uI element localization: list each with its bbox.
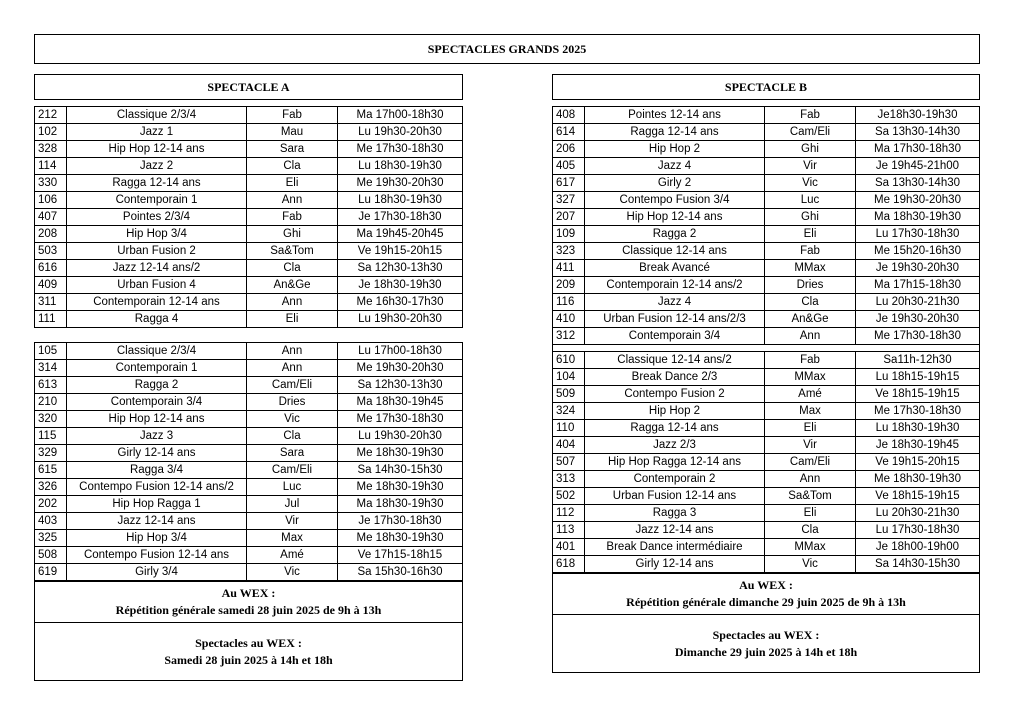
table-row [553,243,980,260]
cell-course: Urban Fusion 4 [67,277,247,294]
table-row [35,141,463,158]
cell-course: Ragga 2 [67,377,247,394]
cell-course: Jazz 4 [585,158,765,175]
spectacle-b-shows [552,615,980,673]
cell-time: Me 16h30-17h30 [338,294,463,311]
shows-date: Dimanche 29 juin 2025 à 14h et 18h [674,644,858,659]
cell-code: 106 [35,192,67,209]
cell-time: Je 18h30-19h30 [338,277,463,294]
cell-code: 104 [553,369,585,386]
spectacle-a-table [34,106,463,581]
cell-course: Ragga 2 [585,226,765,243]
cell-teacher: Eli [765,420,856,437]
cell-code: 320 [35,411,67,428]
table-row [35,277,463,294]
cell-time: Lu 18h30-19h30 [338,158,463,175]
cell-time: Me 19h30-20h30 [856,192,980,209]
cell-teacher: Fab [247,209,338,226]
cell-time: Sa 15h30-16h30 [338,564,463,581]
table-row [35,192,463,209]
cell-time: Ma 19h45-20h45 [338,226,463,243]
cell-time: Sa 14h30-15h30 [856,556,980,573]
table-row [35,496,463,513]
cell-course: Contemporain 3/4 [585,328,765,345]
cell-code: 403 [35,513,67,530]
cell-course: Hip Hop 3/4 [67,226,247,243]
cell-time: Je 17h30-18h30 [338,209,463,226]
group-separator [35,328,463,343]
cell-code: 207 [553,209,585,226]
cell-code: 209 [553,277,585,294]
cell-code: 509 [553,386,585,403]
cell-teacher: Vic [247,564,338,581]
cell-teacher: Cla [247,158,338,175]
cell-code: 312 [553,328,585,345]
cell-teacher: Ghi [247,226,338,243]
cell-course: Girly 12-14 ans [585,556,765,573]
cell-teacher: Ann [247,360,338,377]
cell-code: 619 [35,564,67,581]
cell-code: 113 [553,522,585,539]
cell-teacher: Ann [247,192,338,209]
cell-time: Ma 17h15-18h30 [856,277,980,294]
table-row [553,277,980,294]
cell-course: Contemporain 1 [67,360,247,377]
cell-teacher: Ann [765,328,856,345]
cell-teacher: Luc [247,479,338,496]
cell-teacher: Vir [765,158,856,175]
spectacle-a-column [34,74,463,681]
group-separator [553,345,980,352]
cell-time: Je18h30-19h30 [856,107,980,124]
cell-teacher: Cla [247,260,338,277]
cell-time: Me 18h30-19h30 [338,445,463,462]
table-row [35,564,463,581]
cell-time: Me 17h30-18h30 [338,141,463,158]
cell-teacher: Sa&Tom [247,243,338,260]
cell-time: Me 15h20-16h30 [856,243,980,260]
table-row [553,454,980,471]
cell-course: Girly 2 [585,175,765,192]
table-row [553,556,980,573]
cell-teacher: Vic [247,411,338,428]
cell-time: Me 18h30-19h30 [338,479,463,496]
cell-time: Ve 18h15-19h15 [856,386,980,403]
cell-course: Classique 12-14 ans [585,243,765,260]
page-title: SPECTACLES GRANDS 2025 [34,34,980,64]
cell-course: Contempo Fusion 12-14 ans [67,547,247,564]
cell-code: 610 [553,352,585,369]
table-row [35,294,463,311]
table-row [35,175,463,192]
table-row [35,394,463,411]
cell-course: Jazz 2/3 [585,437,765,454]
cell-course: Break Dance intermédiaire [585,539,765,556]
repetition-date: Répétition générale samedi 28 juin 2025 de 9h à 13h [115,603,382,617]
table-row [553,369,980,386]
cell-code: 404 [553,437,585,454]
cell-code: 112 [553,505,585,522]
cell-time: Lu 19h30-20h30 [338,311,463,328]
table-row [35,377,463,394]
spectacle-b-table [552,106,980,573]
cell-time: Me 18h30-19h30 [338,530,463,547]
cell-teacher: Sara [247,141,338,158]
cell-code: 210 [35,394,67,411]
cell-time: Ma 18h30-19h30 [338,496,463,513]
cell-code: 410 [553,311,585,328]
table-row [553,294,980,311]
cell-time: Sa 12h30-13h30 [338,377,463,394]
cell-course: Ragga 12-14 ans [585,124,765,141]
cell-course: Pointes 12-14 ans [585,107,765,124]
cell-course: Contempo Fusion 12-14 ans/2 [67,479,247,496]
cell-teacher: Ann [765,471,856,488]
cell-time: Ma 18h30-19h45 [338,394,463,411]
table-row [553,505,980,522]
cell-course: Urban Fusion 12-14 ans [585,488,765,505]
cell-course: Classique 12-14 ans/2 [585,352,765,369]
cell-teacher: Fab [247,107,338,124]
cell-time: Lu 18h30-19h30 [338,192,463,209]
spectacle-a-header: SPECTACLE A [34,74,463,100]
cell-time: Me 17h30-18h30 [856,328,980,345]
table-row [35,411,463,428]
table-row [35,209,463,226]
cell-course: Classique 2/3/4 [67,343,247,360]
cell-teacher: Cam/Eli [247,462,338,479]
cell-teacher: MMax [765,539,856,556]
cell-teacher: Eli [765,226,856,243]
cell-code: 311 [35,294,67,311]
cell-code: 618 [553,556,585,573]
cell-code: 401 [553,539,585,556]
cell-code: 411 [553,260,585,277]
cell-teacher: Cam/Eli [765,454,856,471]
cell-course: Hip Hop 12-14 ans [67,141,247,158]
cell-teacher: Vic [765,175,856,192]
table-row [35,226,463,243]
cell-teacher: Ghi [765,141,856,158]
cell-time: Je 19h45-21h00 [856,158,980,175]
repetition-location: Au WEX : [221,586,276,600]
table-row [553,107,980,124]
table-row [553,403,980,420]
cell-code: 327 [553,192,585,209]
cell-teacher: Amé [247,547,338,564]
table-row [553,311,980,328]
cell-teacher: Amé [765,386,856,403]
cell-time: Lu 18h15-19h15 [856,369,980,386]
cell-code: 115 [35,428,67,445]
cell-course: Jazz 3 [67,428,247,445]
table-row [553,175,980,192]
cell-code: 109 [553,226,585,243]
cell-course: Contempo Fusion 2 [585,386,765,403]
cell-time: Je 17h30-18h30 [338,513,463,530]
cell-course: Contemporain 3/4 [67,394,247,411]
cell-time: Lu 17h00-18h30 [338,343,463,360]
cell-code: 206 [553,141,585,158]
table-row [553,260,980,277]
cell-teacher: Ann [247,343,338,360]
cell-course: Hip Hop Ragga 1 [67,496,247,513]
cell-time: Lu 19h30-20h30 [338,124,463,141]
cell-course: Hip Hop Ragga 12-14 ans [585,454,765,471]
cell-code: 615 [35,462,67,479]
table-row [35,479,463,496]
cell-code: 314 [35,360,67,377]
cell-code: 105 [35,343,67,360]
cell-code: 409 [35,277,67,294]
table-row [553,226,980,243]
cell-code: 616 [35,260,67,277]
cell-teacher: Cam/Eli [247,377,338,394]
cell-course: Jazz 12-14 ans/2 [67,260,247,277]
cell-time: Ma 18h30-19h30 [856,209,980,226]
cell-course: Urban Fusion 12-14 ans/2/3 [585,311,765,328]
cell-course: Ragga 4 [67,311,247,328]
cell-course: Hip Hop 3/4 [67,530,247,547]
cell-course: Ragga 12-14 ans [585,420,765,437]
shows-date: Samedi 28 juin 2025 à 14h et 18h [164,652,333,667]
cell-teacher: Cam/Eli [765,124,856,141]
cell-code: 507 [553,454,585,471]
cell-teacher: Sara [247,445,338,462]
cell-teacher: Cla [765,294,856,311]
cell-time: Ma 17h00-18h30 [338,107,463,124]
cell-time: Lu 17h30-18h30 [856,226,980,243]
cell-code: 323 [553,243,585,260]
table-row [553,352,980,369]
repetition-location: Au WEX : [739,578,793,592]
cell-time: Je 18h30-19h45 [856,437,980,454]
cell-time: Je 19h30-20h30 [856,311,980,328]
cell-course: Hip Hop 2 [585,403,765,420]
cell-time: Lu 20h30-21h30 [856,294,980,311]
cell-time: Je 18h00-19h00 [856,539,980,556]
cell-time: Sa 14h30-15h30 [338,462,463,479]
table-row [35,343,463,360]
cell-course: Contemporain 12-14 ans/2 [585,277,765,294]
cell-course: Hip Hop 2 [585,141,765,158]
cell-teacher: Ann [247,294,338,311]
cell-teacher: Max [247,530,338,547]
table-row [553,522,980,539]
table-row [35,513,463,530]
cell-time: Ve 17h15-18h15 [338,547,463,564]
cell-code: 313 [553,471,585,488]
spectacle-b-repetition [552,573,980,615]
table-row [553,539,980,556]
repetition-date: Répétition générale dimanche 29 juin 2025 de 9h à 13h [626,595,906,609]
cell-time: Lu 19h30-20h30 [338,428,463,445]
table-row [35,260,463,277]
cell-course: Contempo Fusion 3/4 [585,192,765,209]
cell-course: Jazz 2 [67,158,247,175]
table-row [35,360,463,377]
cell-teacher: Eli [765,505,856,522]
cell-code: 614 [553,124,585,141]
cell-code: 324 [553,403,585,420]
cell-teacher: Dries [765,277,856,294]
cell-time: Ma 17h30-18h30 [856,141,980,158]
cell-code: 503 [35,243,67,260]
cell-code: 326 [35,479,67,496]
cell-teacher: Fab [765,243,856,260]
table-row [35,243,463,260]
cell-code: 502 [553,488,585,505]
cell-time: Lu 18h30-19h30 [856,420,980,437]
cell-time: Me 19h30-20h30 [338,360,463,377]
table-row [35,158,463,175]
cell-course: Hip Hop 12-14 ans [67,411,247,428]
table-row [553,471,980,488]
cell-teacher: Sa&Tom [765,488,856,505]
cell-teacher: Eli [247,175,338,192]
cell-time: Lu 17h30-18h30 [856,522,980,539]
cell-time: Sa 12h30-13h30 [338,260,463,277]
cell-teacher: Vic [765,556,856,573]
cell-course: Contemporain 12-14 ans [67,294,247,311]
cell-code: 330 [35,175,67,192]
table-row [553,209,980,226]
cell-teacher: Vir [765,437,856,454]
cell-teacher: An&Ge [765,311,856,328]
shows-location: Spectacles au WEX : [195,635,302,650]
cell-code: 114 [35,158,67,175]
cell-teacher: MMax [765,369,856,386]
cell-teacher: Fab [765,352,856,369]
cell-teacher: An&Ge [247,277,338,294]
cell-time: Sa 13h30-14h30 [856,124,980,141]
cell-code: 212 [35,107,67,124]
table-row [553,437,980,454]
table-row [35,445,463,462]
cell-teacher: Eli [247,311,338,328]
table-row [553,328,980,345]
table-row [553,488,980,505]
cell-teacher: Cla [247,428,338,445]
cell-teacher: MMax [765,260,856,277]
cell-code: 111 [35,311,67,328]
cell-time: Lu 20h30-21h30 [856,505,980,522]
cell-code: 110 [553,420,585,437]
table-row [35,124,463,141]
cell-code: 613 [35,377,67,394]
cell-course: Jazz 4 [585,294,765,311]
cell-course: Jazz 12-14 ans [585,522,765,539]
cell-time: Me 17h30-18h30 [856,403,980,420]
cell-teacher: Luc [765,192,856,209]
cell-course: Jazz 1 [67,124,247,141]
spectacle-b-column [552,74,980,673]
cell-time: Je 19h30-20h30 [856,260,980,277]
table-row [35,547,463,564]
cell-code: 328 [35,141,67,158]
cell-course: Break Dance 2/3 [585,369,765,386]
table-row [553,420,980,437]
table-row [35,428,463,445]
cell-code: 208 [35,226,67,243]
spectacle-b-header: SPECTACLE B [552,74,980,100]
cell-code: 202 [35,496,67,513]
cell-code: 407 [35,209,67,226]
table-row [553,386,980,403]
table-row [35,311,463,328]
cell-time: Me 19h30-20h30 [338,175,463,192]
cell-code: 408 [553,107,585,124]
cell-teacher: Jul [247,496,338,513]
cell-code: 329 [35,445,67,462]
cell-time: Me 18h30-19h30 [856,471,980,488]
cell-time: Sa11h-12h30 [856,352,980,369]
table-row [35,462,463,479]
cell-course: Girly 3/4 [67,564,247,581]
cell-teacher: Cla [765,522,856,539]
cell-course: Hip Hop 12-14 ans [585,209,765,226]
cell-code: 508 [35,547,67,564]
cell-teacher: Mau [247,124,338,141]
spectacle-a-shows [34,623,463,681]
cell-course: Contemporain 2 [585,471,765,488]
cell-code: 405 [553,158,585,175]
cell-time: Ve 19h15-20h15 [338,243,463,260]
cell-time: Ve 19h15-20h15 [856,454,980,471]
shows-location: Spectacles au WEX : [712,627,820,642]
cell-course: Break Avancé [585,260,765,277]
cell-course: Contemporain 1 [67,192,247,209]
cell-time: Ve 18h15-19h15 [856,488,980,505]
cell-code: 102 [35,124,67,141]
cell-course: Classique 2/3/4 [67,107,247,124]
cell-teacher: Fab [765,107,856,124]
cell-teacher: Max [765,403,856,420]
cell-course: Pointes 2/3/4 [67,209,247,226]
cell-code: 325 [35,530,67,547]
table-row [553,124,980,141]
cell-course: Ragga 12-14 ans [67,175,247,192]
cell-course: Ragga 3/4 [67,462,247,479]
table-row [35,107,463,124]
table-row [35,530,463,547]
cell-code: 617 [553,175,585,192]
cell-code: 116 [553,294,585,311]
cell-course: Girly 12-14 ans [67,445,247,462]
cell-teacher: Dries [247,394,338,411]
cell-course: Jazz 12-14 ans [67,513,247,530]
table-row [553,141,980,158]
table-row [553,158,980,175]
cell-teacher: Vir [247,513,338,530]
cell-teacher: Ghi [765,209,856,226]
table-row [553,192,980,209]
cell-time: Sa 13h30-14h30 [856,175,980,192]
cell-time: Me 17h30-18h30 [338,411,463,428]
cell-course: Ragga 3 [585,505,765,522]
spectacle-a-repetition [34,581,463,623]
cell-course: Urban Fusion 2 [67,243,247,260]
